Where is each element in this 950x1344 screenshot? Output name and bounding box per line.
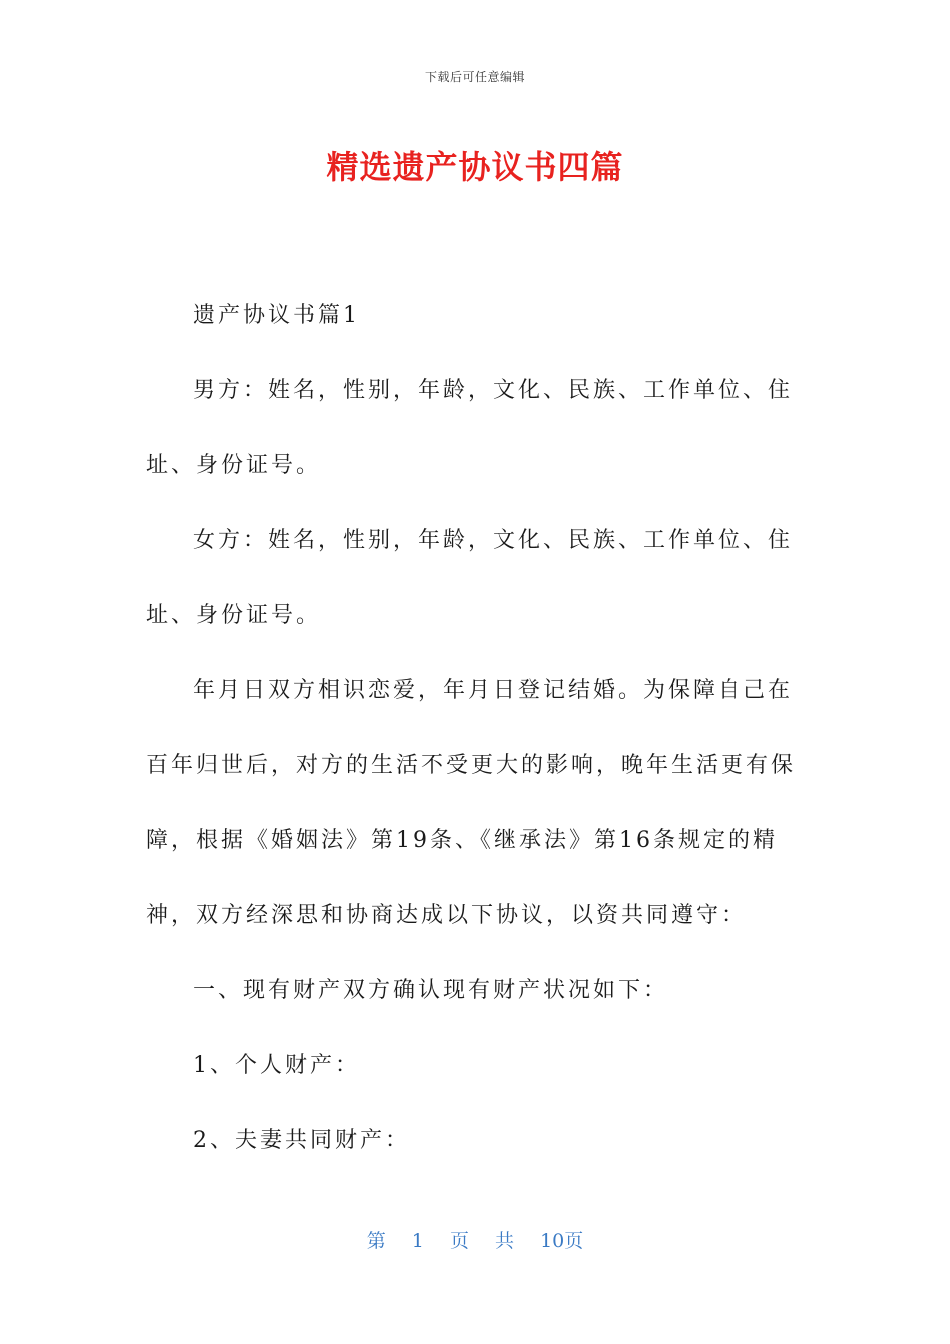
header-note: 下载后可任意编辑 <box>424 70 525 84</box>
footer-total-pages: 10页 <box>540 1230 584 1252</box>
page-footer <box>0 1226 950 1253</box>
paragraph-wife: 女方：姓名，性别，年龄，文化、民族、工作单位、住址、身份证号。 <box>146 528 794 628</box>
footer-total-label: 共 <box>495 1230 515 1252</box>
paragraph-clause-1: 一、现有财产双方确认现有财产状况如下： <box>193 978 669 1003</box>
footer-current-page: 1 <box>411 1230 424 1252</box>
document-body <box>146 278 810 1178</box>
paragraph-preamble: 年月日双方相识恋爱，年月日登记结婚。为保障自己在百年归世后，对方的生活不受更大的影响，晚年生活更有保障，根据《婚姻法》第19条、《继承法》第16条规定的精神，双方经深思和协商达成以下协议，以资共同遵守： <box>146 678 797 928</box>
paragraph-husband: 男方：姓名，性别，年龄，文化、民族、工作单位、住址、身份证号。 <box>146 378 794 478</box>
paragraph-personal-property: 1、个人财产： <box>193 1053 360 1078</box>
paragraph-joint-property: 2、夫妻共同财产： <box>193 1128 410 1153</box>
footer-page-unit: 页 <box>449 1230 469 1252</box>
section-heading: 遗产协议书篇1 <box>193 303 360 328</box>
document-title: 精选遗产协议书四篇 <box>326 148 624 186</box>
footer-page-label: 第 <box>366 1230 386 1252</box>
